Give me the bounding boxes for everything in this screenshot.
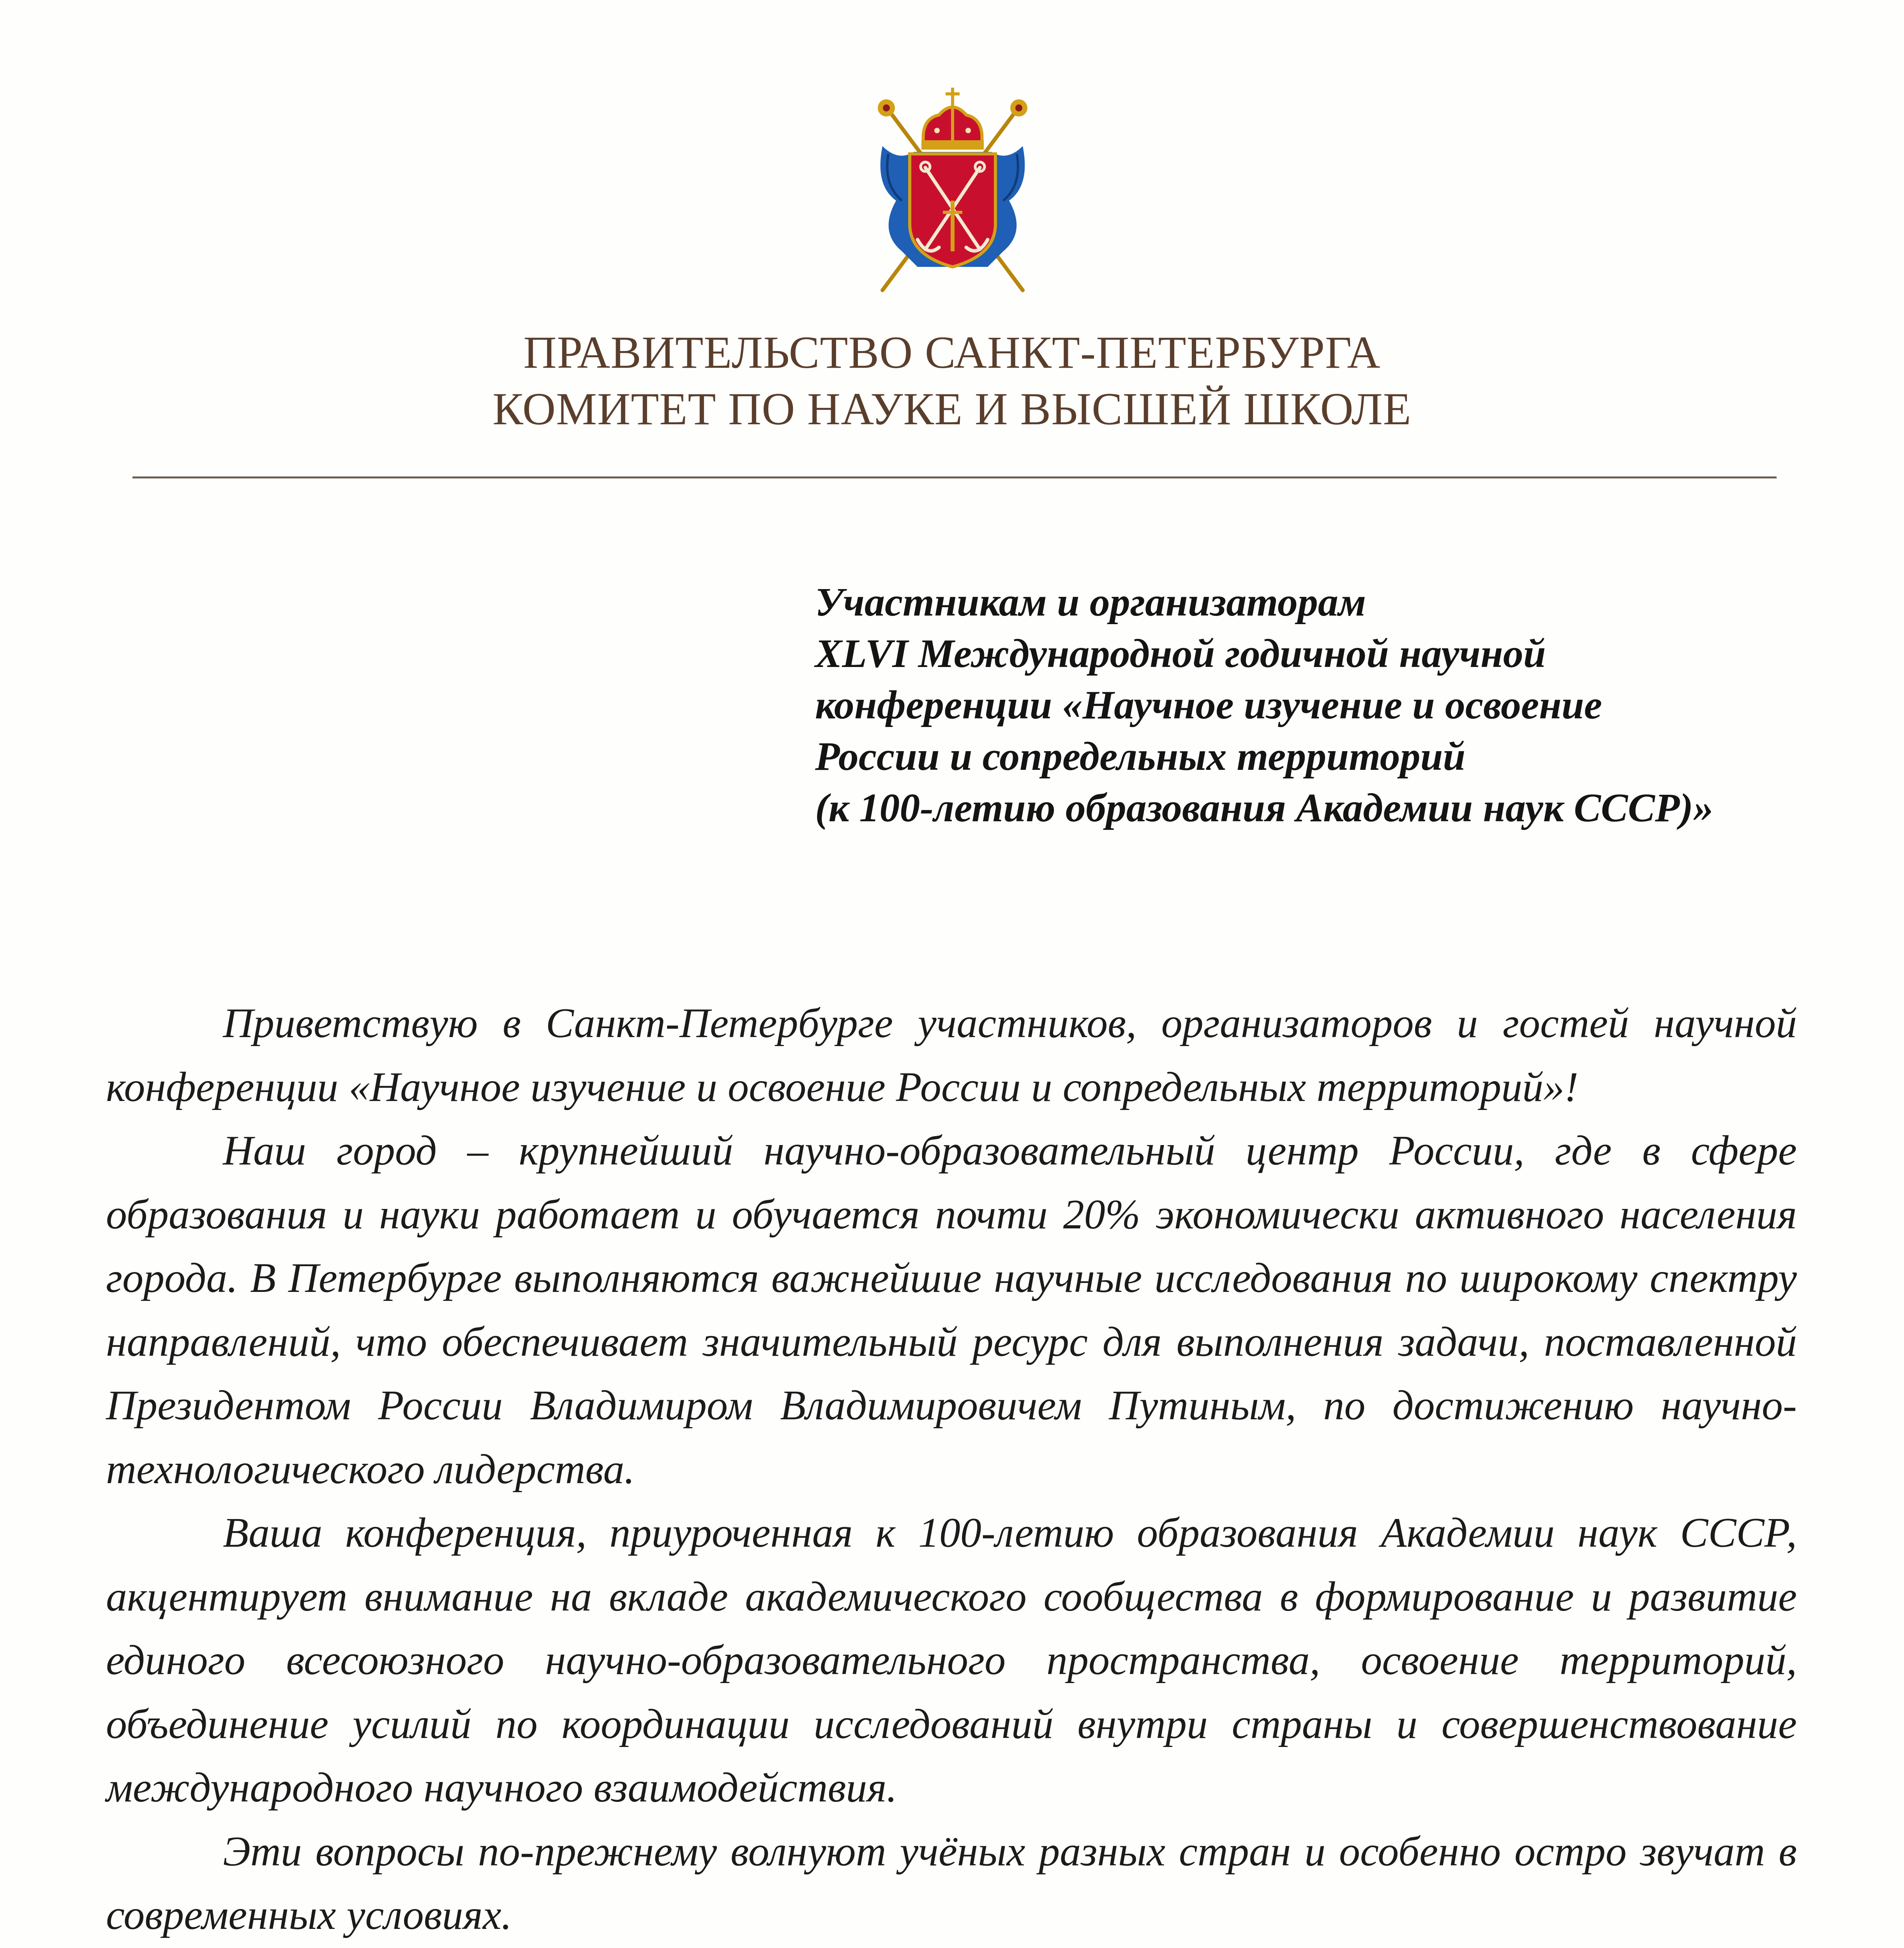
- letter-body: [106, 992, 1797, 1948]
- addressee-line: XLVI Международной годичной научной: [815, 631, 1546, 676]
- body-paragraph: Наш город – крупнейший научно-образовательный центр России, где в сфере образования и науки работает и обучается почти 20% экономически активного населения города. В Петербурге выполняются важнейшие научные исследования по широкому спектру направлений, что обеспечивает значительный ресурс для выполнения задачи, поставленной Президентом России Владимиром Владимировичем Путиным, по достижению научно-технологического лидерства.: [106, 1128, 1797, 1493]
- body-paragraph: Приветствую в Санкт-Петербурге участников, организаторов и гостей научной конференции «Научное изучение и освоение России и сопредельных территорий»!: [106, 1000, 1797, 1110]
- header-divider: [132, 476, 1777, 478]
- addressee-line: конференции «Научное изучение и освоение: [815, 683, 1602, 727]
- addressee-block: [815, 577, 1867, 834]
- letterhead-committee: КОМИТЕТ ПО НАУКЕ И ВЫСШЕЙ ШКОЛЕ: [492, 383, 1412, 434]
- coat-of-arms-icon: [859, 84, 1046, 302]
- body-paragraph: Эти вопросы по-прежнему волнуют учёных разных стран и особенно остро звучат в современных условиях.: [106, 1828, 1797, 1938]
- body-paragraph: Ваша конференция, приуроченная к 100-летию образования Академии наук СССР, акцентирует внимание на вкладе академического сообщества в формирование и развитие единого всесоюзного научно-образовательного пространства, освоение территорий, объединение усилий по координации исследований внутри страны и совершенствование международного научного взаимодействия.: [106, 1510, 1797, 1811]
- addressee-line: (к 100-летию образования Академии наук СССР)»: [815, 785, 1713, 830]
- addressee-line: России и сопредельных территорий: [815, 734, 1466, 779]
- addressee-line: Участникам и организаторам: [815, 580, 1366, 625]
- letterhead-government: ПРАВИТЕЛЬСТВО САНКТ-ПЕТЕРБУРГА: [523, 327, 1381, 378]
